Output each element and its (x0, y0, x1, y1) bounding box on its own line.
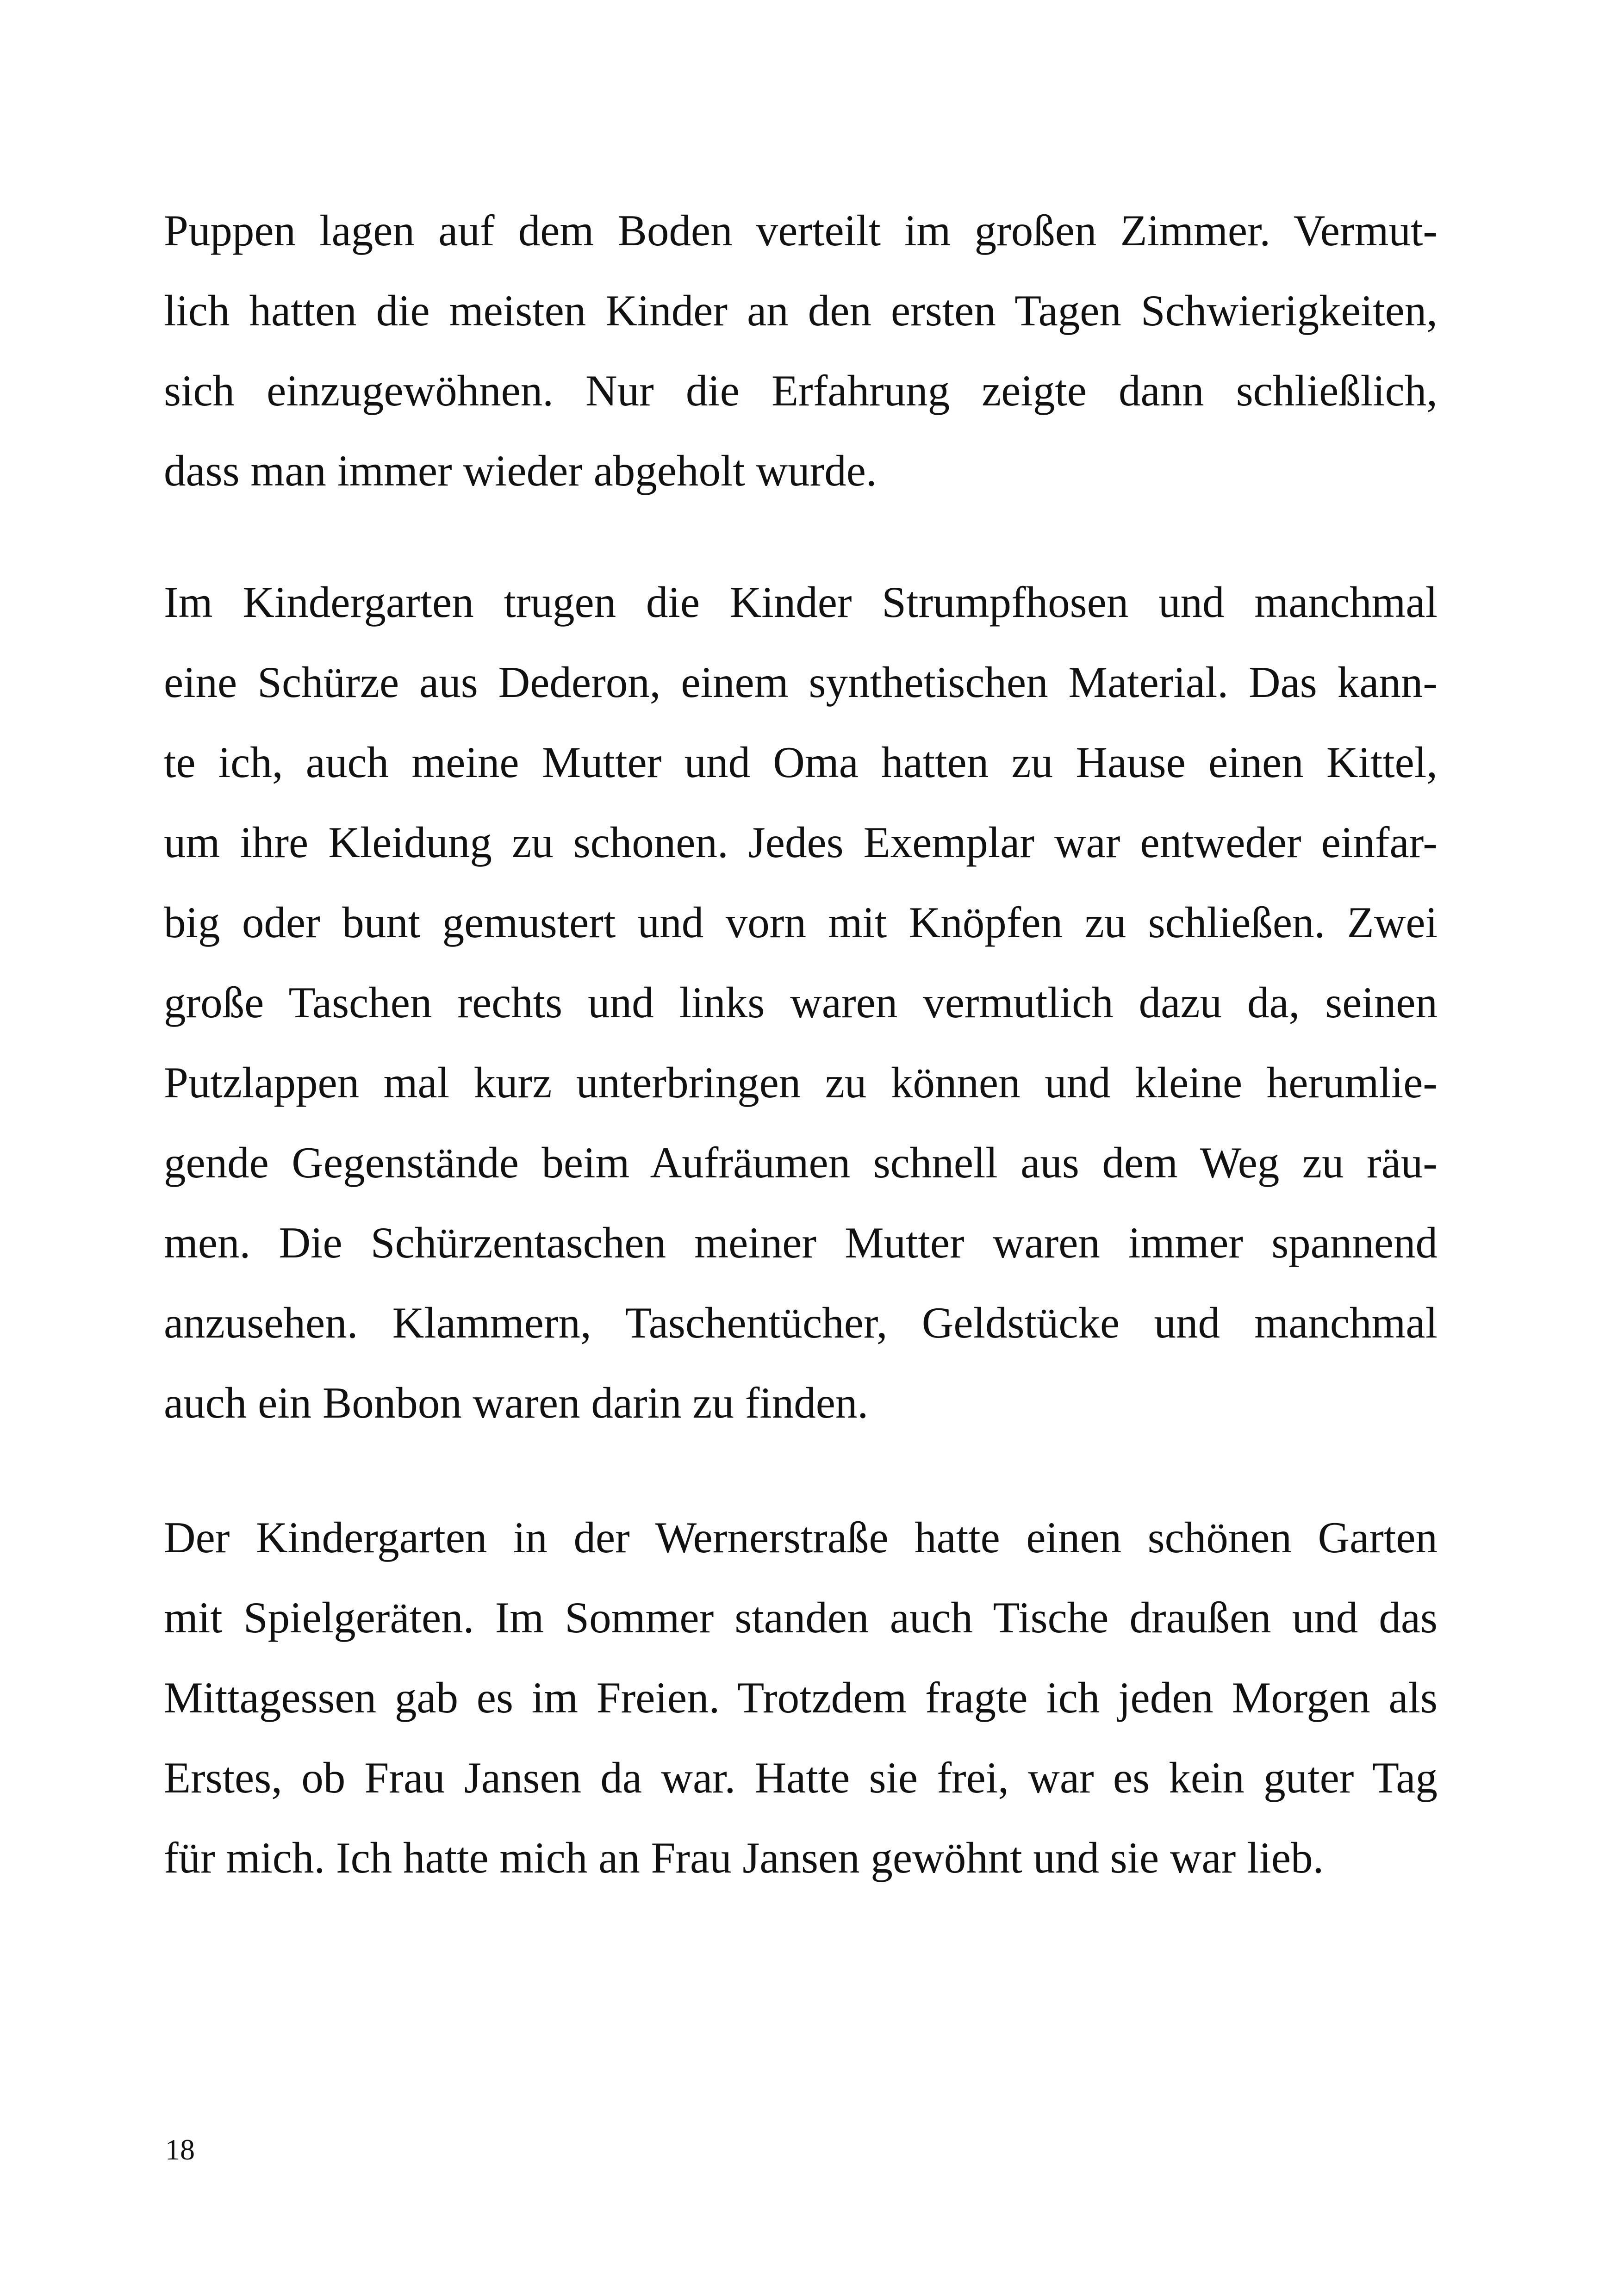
paragraph-3 (164, 1498, 1438, 1898)
text-line: Im Kindergarten trugen die Kinder Strumpfhosen und manchmal (164, 578, 1438, 627)
text-line: mit Spielgeräten. Im Sommer standen auch Tische draußen und das (164, 1593, 1438, 1642)
text-line: sich einzugewöhnen. Nur die Erfahrung zeigte dann schließlich, (164, 366, 1438, 415)
paragraph-2 (164, 562, 1438, 1443)
page-number: 18 (165, 2133, 195, 2166)
text-line: auch ein Bonbon waren darin zu finden. (164, 1378, 869, 1427)
text-line: Der Kindergarten in der Wernerstraße hatte einen schönen Garten (164, 1513, 1438, 1562)
text-line: dass man immer wieder abgeholt wurde. (164, 446, 877, 495)
text-line: men. Die Schürzentaschen meiner Mutter waren immer spannend (164, 1218, 1438, 1267)
text-line: um ihre Kleidung zu schonen. Jedes Exemplar war entweder einfar- (164, 818, 1438, 867)
text-line: big oder bunt gemustert und vorn mit Knöpfen zu schließen. Zwei (164, 898, 1438, 947)
text-line: eine Schürze aus Dederon, einem synthetischen Material. Das kann- (164, 658, 1438, 707)
text-line: Erstes, ob Frau Jansen da war. Hatte sie frei, war es kein guter Tag (164, 1753, 1438, 1802)
text-line: große Taschen rechts und links waren vermutlich dazu da, seinen (164, 978, 1438, 1027)
text-line: gende Gegenstände beim Aufräumen schnell aus dem Weg zu räu- (164, 1138, 1438, 1187)
text-line: Mittagessen gab es im Freien. Trotzdem fragte ich jeden Morgen als (164, 1673, 1438, 1722)
text-line: anzusehen. Klammern, Taschentücher, Geldstücke und manchmal (164, 1298, 1438, 1347)
text-line: Puppen lagen auf dem Boden verteilt im großen Zimmer. Vermut- (164, 206, 1438, 255)
text-line: Putzlappen mal kurz unterbringen zu können und kleine herumlie- (164, 1058, 1438, 1107)
paragraph-1 (164, 191, 1438, 511)
text-line: te ich, auch meine Mutter und Oma hatten zu Hause einen Kittel, (164, 738, 1438, 787)
text-line: lich hatten die meisten Kinder an den ersten Tagen Schwierigkeiten, (164, 286, 1438, 335)
text-line: für mich. Ich hatte mich an Frau Jansen gewöhnt und sie war lieb. (164, 1833, 1324, 1882)
